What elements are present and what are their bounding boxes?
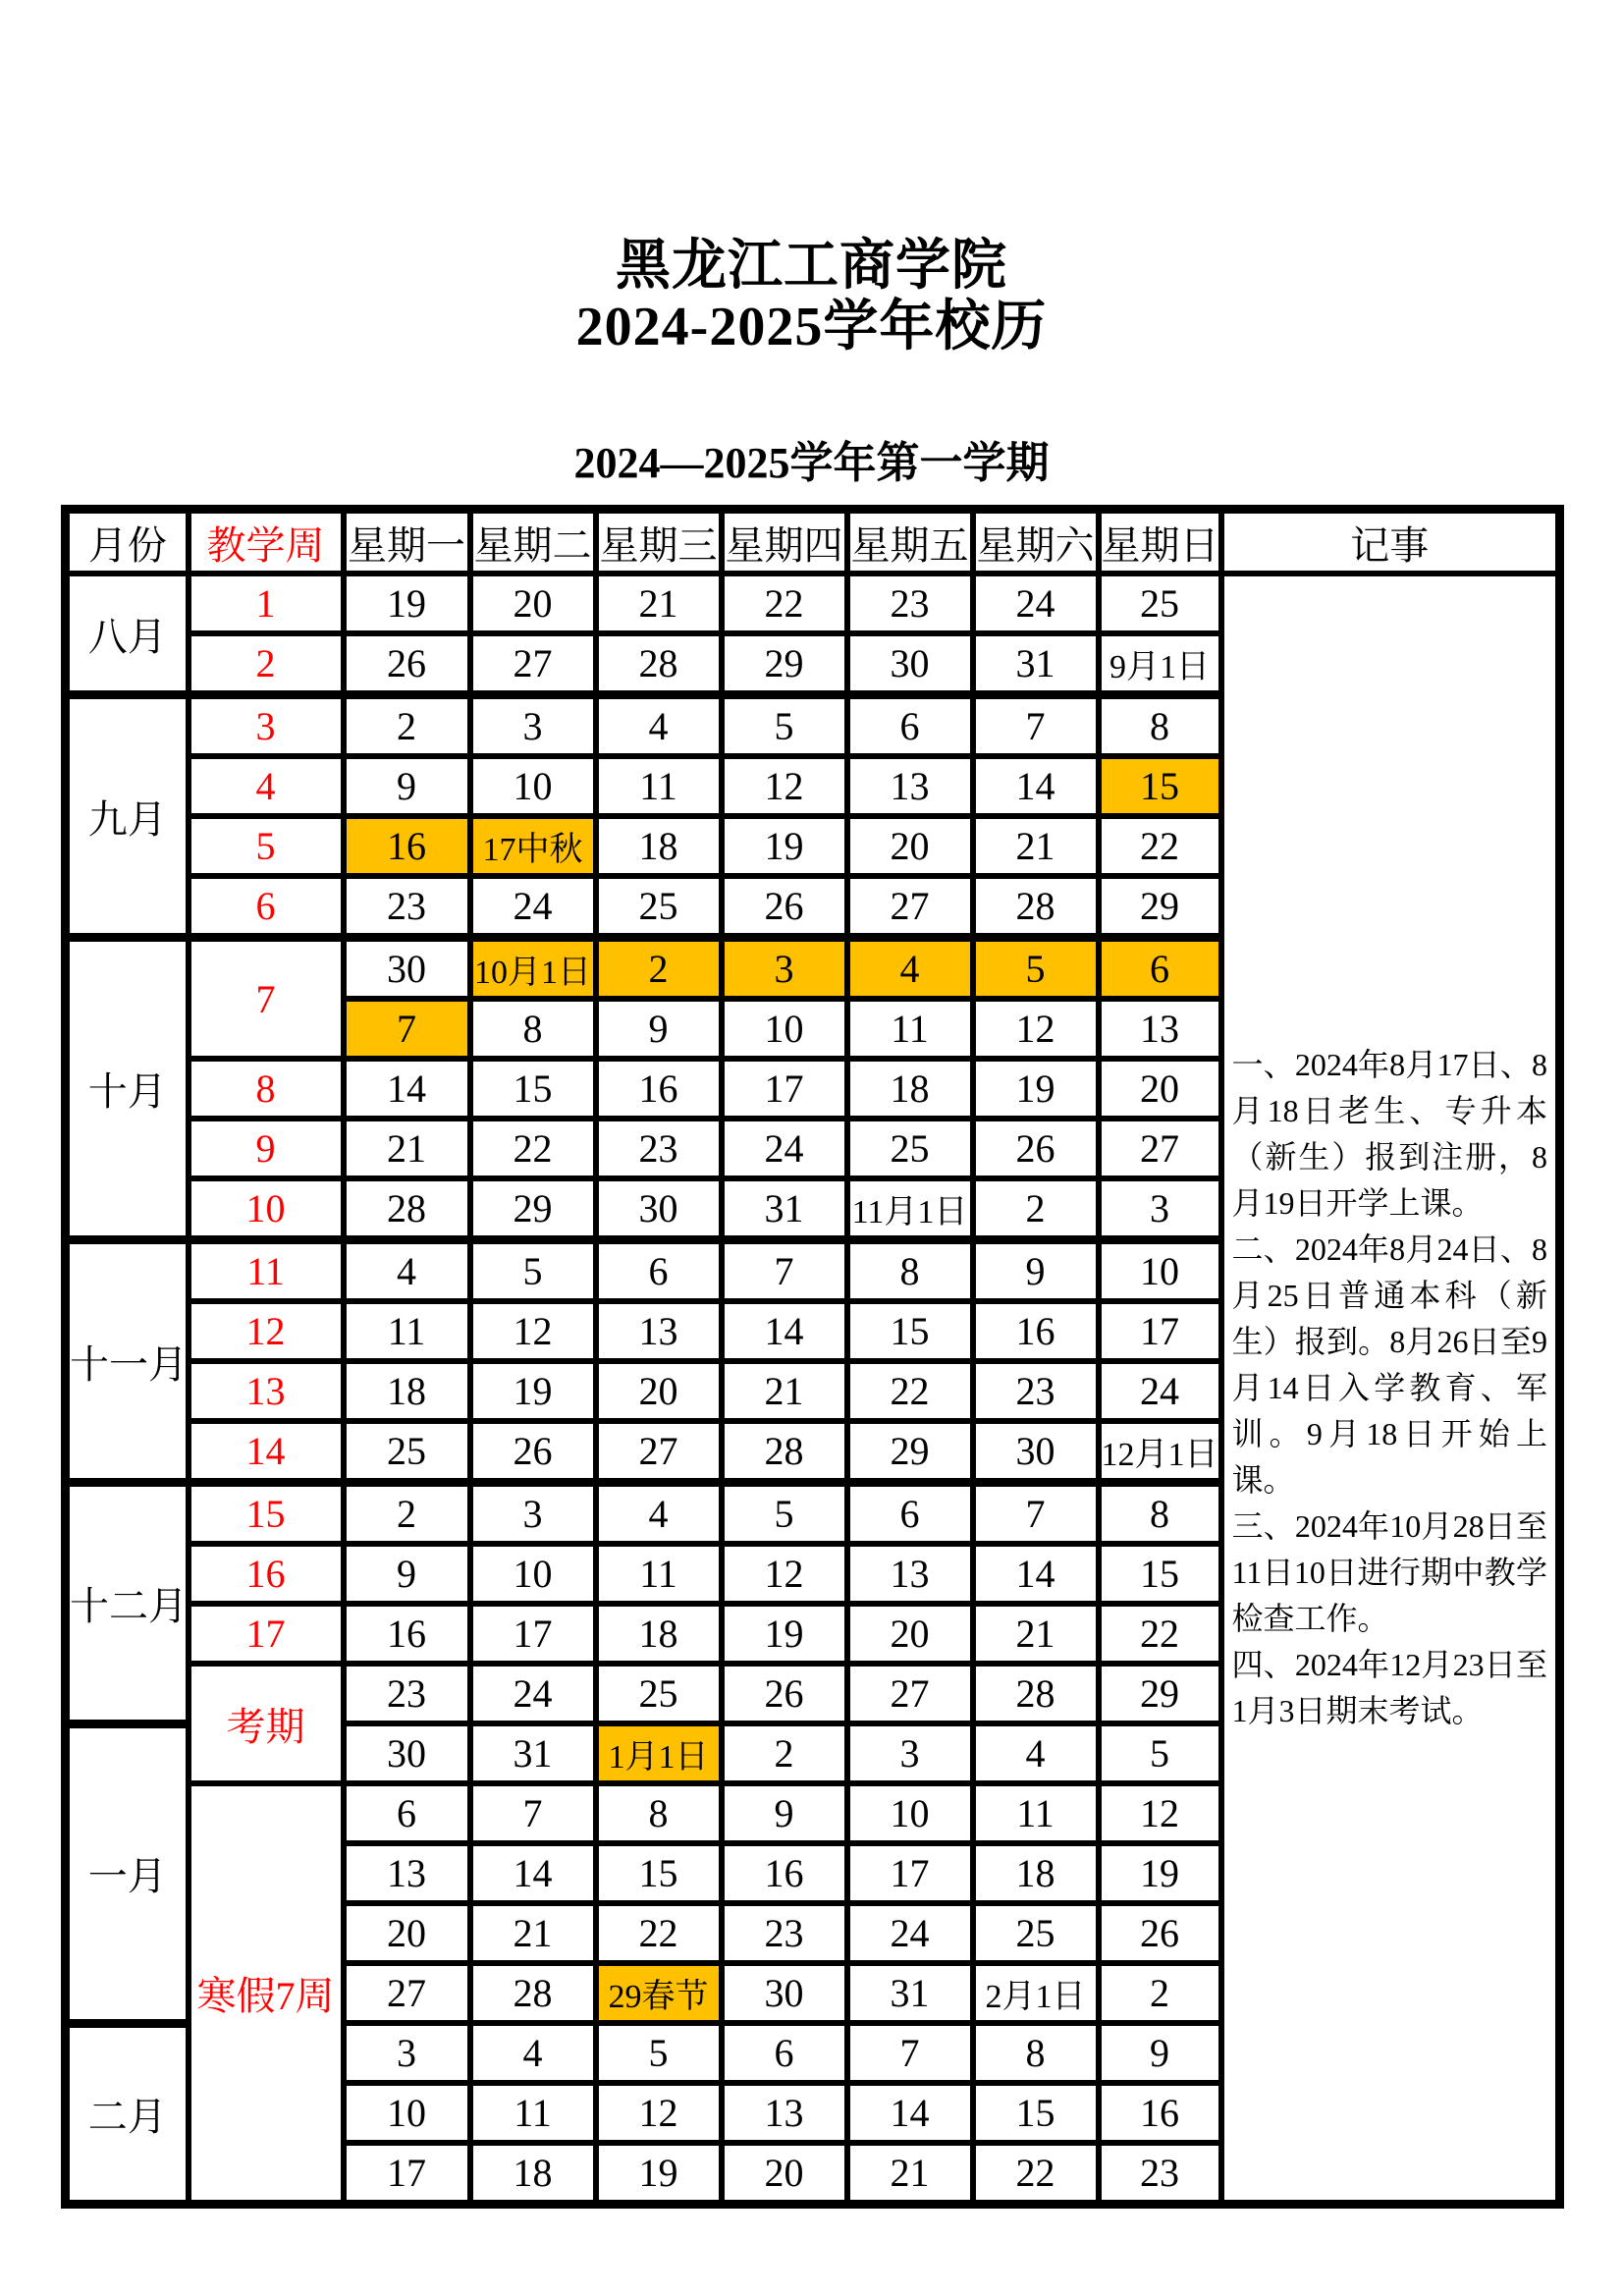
day-cell: 26	[722, 876, 847, 938]
calendar-table	[61, 505, 1564, 2209]
day-cell: 14	[344, 1059, 470, 1119]
day-cell: 23	[596, 1119, 722, 1178]
teaching-week-cell: 13	[189, 1361, 344, 1421]
day-cell-highlighted: 7	[344, 999, 470, 1059]
day-cell: 29	[1099, 1664, 1221, 1723]
header-col-sunday: 星期日	[1099, 510, 1221, 574]
day-cell: 13	[847, 1544, 973, 1604]
teaching-week-cell: 4	[189, 756, 344, 816]
day-cell: 6	[722, 2023, 847, 2083]
day-cell: 25	[1099, 574, 1221, 633]
teaching-week-cell: 寒假7周	[189, 1783, 344, 2205]
header-col-saturday: 星期六	[973, 510, 1099, 574]
day-cell: 26	[1099, 1903, 1221, 1963]
day-cell: 26	[722, 1664, 847, 1723]
teaching-week-cell: 5	[189, 816, 344, 876]
day-cell: 9	[344, 1544, 470, 1604]
day-cell: 3	[847, 1723, 973, 1783]
day-cell: 30	[973, 1421, 1099, 1483]
teaching-week-cell: 7	[189, 938, 344, 1060]
day-cell-highlighted: 4	[847, 938, 973, 1000]
note-item: 一、2024年8月17日、8月18日老生、专升本（新生）报到注册，8月19日开学上课。	[1231, 1047, 1547, 1221]
day-cell: 31	[470, 1723, 596, 1783]
day-cell: 19	[1099, 1843, 1221, 1903]
day-cell-highlighted: 16	[344, 816, 470, 876]
day-cell-highlighted: 1月1日	[596, 1723, 722, 1783]
day-cell: 18	[847, 1059, 973, 1119]
teaching-week-cell: 2	[189, 633, 344, 695]
day-cell: 9	[596, 999, 722, 1059]
day-cell: 12	[973, 999, 1099, 1059]
day-cell-highlighted: 6	[1099, 938, 1221, 1000]
day-cell: 7	[847, 2023, 973, 2083]
day-cell: 30	[596, 1178, 722, 1240]
day-cell: 21	[470, 1903, 596, 1963]
day-cell: 19	[973, 1059, 1099, 1119]
school-name: 黑龙江工商学院	[616, 236, 1007, 297]
day-cell: 14	[973, 1544, 1099, 1604]
day-cell: 17	[344, 2143, 470, 2205]
day-cell: 14	[973, 756, 1099, 816]
day-cell: 2	[973, 1178, 1099, 1240]
day-cell: 15	[973, 2083, 1099, 2143]
day-cell: 11月1日	[847, 1178, 973, 1240]
day-cell: 23	[722, 1903, 847, 1963]
header-col-monday: 星期一	[344, 510, 470, 574]
day-cell: 31	[847, 1963, 973, 2023]
day-cell: 8	[847, 1240, 973, 1302]
day-cell: 29	[1099, 876, 1221, 938]
teaching-week-cell: 11	[189, 1240, 344, 1302]
day-cell: 18	[973, 1843, 1099, 1903]
day-cell: 12	[722, 1544, 847, 1604]
day-cell: 9	[973, 1240, 1099, 1302]
teaching-week-cell: 10	[189, 1178, 344, 1240]
day-cell: 25	[344, 1421, 470, 1483]
month-cell: 二月	[66, 2023, 189, 2205]
teaching-week-cell: 17	[189, 1604, 344, 1664]
day-cell: 23	[344, 876, 470, 938]
day-cell: 11	[344, 1301, 470, 1361]
header-col-month: 月份	[66, 510, 189, 574]
day-cell: 28	[470, 1963, 596, 2023]
day-cell: 20	[1099, 1059, 1221, 1119]
day-cell: 23	[973, 1361, 1099, 1421]
teaching-week-cell: 15	[189, 1483, 344, 1545]
day-cell: 21	[847, 2143, 973, 2205]
day-cell: 5	[722, 695, 847, 757]
day-cell: 20	[596, 1361, 722, 1421]
teaching-week-cell: 3	[189, 695, 344, 757]
day-cell: 4	[973, 1723, 1099, 1783]
day-cell: 9	[344, 756, 470, 816]
day-cell: 4	[596, 1483, 722, 1545]
day-cell: 9	[722, 1783, 847, 1843]
day-cell: 19	[722, 816, 847, 876]
day-cell: 13	[722, 2083, 847, 2143]
day-cell: 3	[1099, 1178, 1221, 1240]
day-cell: 31	[722, 1178, 847, 1240]
teaching-week-cell: 6	[189, 876, 344, 938]
day-cell: 21	[973, 1604, 1099, 1664]
day-cell: 5	[596, 2023, 722, 2083]
semester-subtitle: 2024—2025学年第一学期	[573, 439, 1050, 487]
day-cell: 7	[973, 695, 1099, 757]
day-cell: 30	[722, 1963, 847, 2023]
day-cell: 28	[596, 633, 722, 695]
day-cell: 24	[1099, 1361, 1221, 1421]
day-cell-highlighted: 15	[1099, 756, 1221, 816]
day-cell: 27	[847, 1664, 973, 1723]
day-cell: 17	[1099, 1301, 1221, 1361]
day-cell: 15	[470, 1059, 596, 1119]
day-cell: 22	[847, 1361, 973, 1421]
day-cell: 20	[847, 816, 973, 876]
day-cell: 9月1日	[1099, 633, 1221, 695]
month-cell: 十二月	[66, 1483, 189, 1724]
day-cell: 27	[847, 876, 973, 938]
day-cell: 11	[596, 756, 722, 816]
day-cell: 6	[596, 1240, 722, 1302]
day-cell: 18	[344, 1361, 470, 1421]
day-cell: 8	[1099, 1483, 1221, 1545]
day-cell-highlighted: 29春节	[596, 1963, 722, 2023]
day-cell: 28	[722, 1421, 847, 1483]
day-cell: 27	[1099, 1119, 1221, 1178]
teaching-week-cell: 考期	[189, 1664, 344, 1783]
day-cell: 20	[470, 574, 596, 633]
day-cell: 25	[596, 1664, 722, 1723]
week-row-0	[66, 574, 1560, 633]
day-cell: 4	[344, 1240, 470, 1302]
day-cell: 30	[344, 938, 470, 1000]
day-cell: 5	[1099, 1723, 1221, 1783]
day-cell: 22	[470, 1119, 596, 1178]
day-cell: 24	[722, 1119, 847, 1178]
day-cell: 13	[344, 1843, 470, 1903]
day-cell: 7	[722, 1240, 847, 1302]
teaching-week-cell: 16	[189, 1544, 344, 1604]
day-cell: 29	[470, 1178, 596, 1240]
day-cell: 18	[596, 1604, 722, 1664]
day-cell: 24	[973, 574, 1099, 633]
day-cell: 16	[1099, 2083, 1221, 2143]
month-cell: 十一月	[66, 1240, 189, 1483]
day-cell: 19	[470, 1361, 596, 1421]
day-cell: 22	[722, 574, 847, 633]
notes-cell	[1221, 574, 1560, 2205]
day-cell: 23	[344, 1664, 470, 1723]
note-item: 二、2024年8月24日、8月25日普通本科（新生）报到。8月26日至9月14日入学教育、军训。9月18日开始上课。	[1231, 1231, 1547, 1498]
header-col-tuesday: 星期二	[470, 510, 596, 574]
teaching-week-cell: 8	[189, 1059, 344, 1119]
day-cell: 13	[847, 756, 973, 816]
day-cell: 19	[344, 574, 470, 633]
day-cell: 29	[847, 1421, 973, 1483]
day-cell: 24	[470, 876, 596, 938]
day-cell: 28	[973, 1664, 1099, 1723]
day-cell: 22	[1099, 816, 1221, 876]
day-cell: 23	[847, 574, 973, 633]
day-cell: 2	[344, 695, 470, 757]
teaching-week-cell: 9	[189, 1119, 344, 1178]
day-cell: 7	[973, 1483, 1099, 1545]
day-cell: 25	[847, 1119, 973, 1178]
day-cell: 4	[470, 2023, 596, 2083]
day-cell: 11	[973, 1783, 1099, 1843]
day-cell: 16	[722, 1843, 847, 1903]
day-cell: 16	[344, 1604, 470, 1664]
day-cell: 15	[847, 1301, 973, 1361]
teaching-week-cell: 14	[189, 1421, 344, 1483]
day-cell: 13	[596, 1301, 722, 1361]
day-cell: 21	[973, 816, 1099, 876]
day-cell: 27	[596, 1421, 722, 1483]
header-col-friday: 星期五	[847, 510, 973, 574]
day-cell: 15	[596, 1843, 722, 1903]
day-cell: 30	[847, 633, 973, 695]
day-cell: 14	[847, 2083, 973, 2143]
day-cell: 21	[596, 574, 722, 633]
day-cell: 4	[596, 695, 722, 757]
day-cell: 20	[722, 2143, 847, 2205]
day-cell: 6	[847, 1483, 973, 1545]
day-cell: 2	[344, 1483, 470, 1545]
day-cell: 17	[847, 1843, 973, 1903]
day-cell: 26	[470, 1421, 596, 1483]
day-cell: 18	[596, 816, 722, 876]
day-cell: 12月1日	[1099, 1421, 1221, 1483]
day-cell: 10	[470, 1544, 596, 1604]
day-cell: 28	[973, 876, 1099, 938]
month-cell: 八月	[66, 574, 189, 695]
month-cell: 九月	[66, 695, 189, 938]
month-cell: 十月	[66, 938, 189, 1240]
day-cell: 10	[1099, 1240, 1221, 1302]
header-row	[66, 510, 1560, 574]
day-cell: 27	[470, 633, 596, 695]
day-cell: 20	[344, 1903, 470, 1963]
day-cell: 16	[596, 1059, 722, 1119]
teaching-week-cell: 12	[189, 1301, 344, 1361]
day-cell: 16	[973, 1301, 1099, 1361]
day-cell: 19	[596, 2143, 722, 2205]
day-cell: 24	[470, 1664, 596, 1723]
day-cell: 15	[1099, 1544, 1221, 1604]
day-cell: 27	[344, 1963, 470, 2023]
day-cell: 21	[722, 1361, 847, 1421]
day-cell: 23	[1099, 2143, 1221, 2205]
day-cell: 14	[470, 1843, 596, 1903]
day-cell: 6	[847, 695, 973, 757]
day-cell: 30	[344, 1723, 470, 1783]
header-col-teaching-week: 教学周	[189, 510, 344, 574]
day-cell: 12	[1099, 1783, 1221, 1843]
day-cell: 12	[470, 1301, 596, 1361]
day-cell: 12	[722, 756, 847, 816]
day-cell: 3	[470, 1483, 596, 1545]
day-cell: 2	[1099, 1963, 1221, 2023]
day-cell: 26	[344, 633, 470, 695]
day-cell: 6	[344, 1783, 470, 1843]
day-cell: 26	[973, 1119, 1099, 1178]
day-cell: 5	[722, 1483, 847, 1545]
day-cell: 3	[344, 2023, 470, 2083]
day-cell: 31	[973, 633, 1099, 695]
day-cell: 20	[847, 1604, 973, 1664]
day-cell: 10	[470, 756, 596, 816]
day-cell: 18	[470, 2143, 596, 2205]
header-col-wednesday: 星期三	[596, 510, 722, 574]
day-cell: 14	[722, 1301, 847, 1361]
day-cell-highlighted: 3	[722, 938, 847, 1000]
day-cell: 8	[1099, 695, 1221, 757]
day-cell: 28	[344, 1178, 470, 1240]
day-cell: 21	[344, 1119, 470, 1178]
day-cell-highlighted: 10月1日	[470, 938, 596, 1000]
day-cell: 8	[596, 1783, 722, 1843]
day-cell: 10	[847, 1783, 973, 1843]
day-cell: 9	[1099, 2023, 1221, 2083]
day-cell: 17	[470, 1604, 596, 1664]
calendar-body	[66, 574, 1560, 2205]
day-cell: 11	[596, 1544, 722, 1604]
day-cell: 22	[1099, 1604, 1221, 1664]
day-cell: 12	[596, 2083, 722, 2143]
day-cell: 10	[722, 999, 847, 1059]
day-cell-highlighted: 17中秋	[470, 816, 596, 876]
day-cell: 25	[973, 1903, 1099, 1963]
day-cell: 17	[722, 1059, 847, 1119]
day-cell: 29	[722, 633, 847, 695]
day-cell: 11	[470, 2083, 596, 2143]
day-cell: 8	[470, 999, 596, 1059]
teaching-week-cell: 1	[189, 574, 344, 633]
day-cell: 10	[344, 2083, 470, 2143]
day-cell: 19	[722, 1604, 847, 1664]
day-cell: 25	[596, 876, 722, 938]
day-cell: 22	[596, 1903, 722, 1963]
day-cell-highlighted: 5	[973, 938, 1099, 1000]
day-cell-highlighted: 2	[596, 938, 722, 1000]
day-cell: 22	[973, 2143, 1099, 2205]
month-cell: 一月	[66, 1723, 189, 2023]
note-item: 四、2024年12月23日至1月3日期末考试。	[1231, 1647, 1547, 1728]
day-cell: 7	[470, 1783, 596, 1843]
day-cell: 24	[847, 1903, 973, 1963]
note-item: 三、2024年10月28日至11日10日进行期中教学检查工作。	[1231, 1508, 1547, 1636]
day-cell: 5	[470, 1240, 596, 1302]
calendar-title: 2024-2025学年校历	[575, 297, 1048, 357]
day-cell: 2月1日	[973, 1963, 1099, 2023]
day-cell: 13	[1099, 999, 1221, 1059]
header-col-notes: 记事	[1221, 510, 1560, 574]
day-cell: 11	[847, 999, 973, 1059]
day-cell: 8	[973, 2023, 1099, 2083]
day-cell: 3	[470, 695, 596, 757]
header-col-thursday: 星期四	[722, 510, 847, 574]
day-cell: 2	[722, 1723, 847, 1783]
